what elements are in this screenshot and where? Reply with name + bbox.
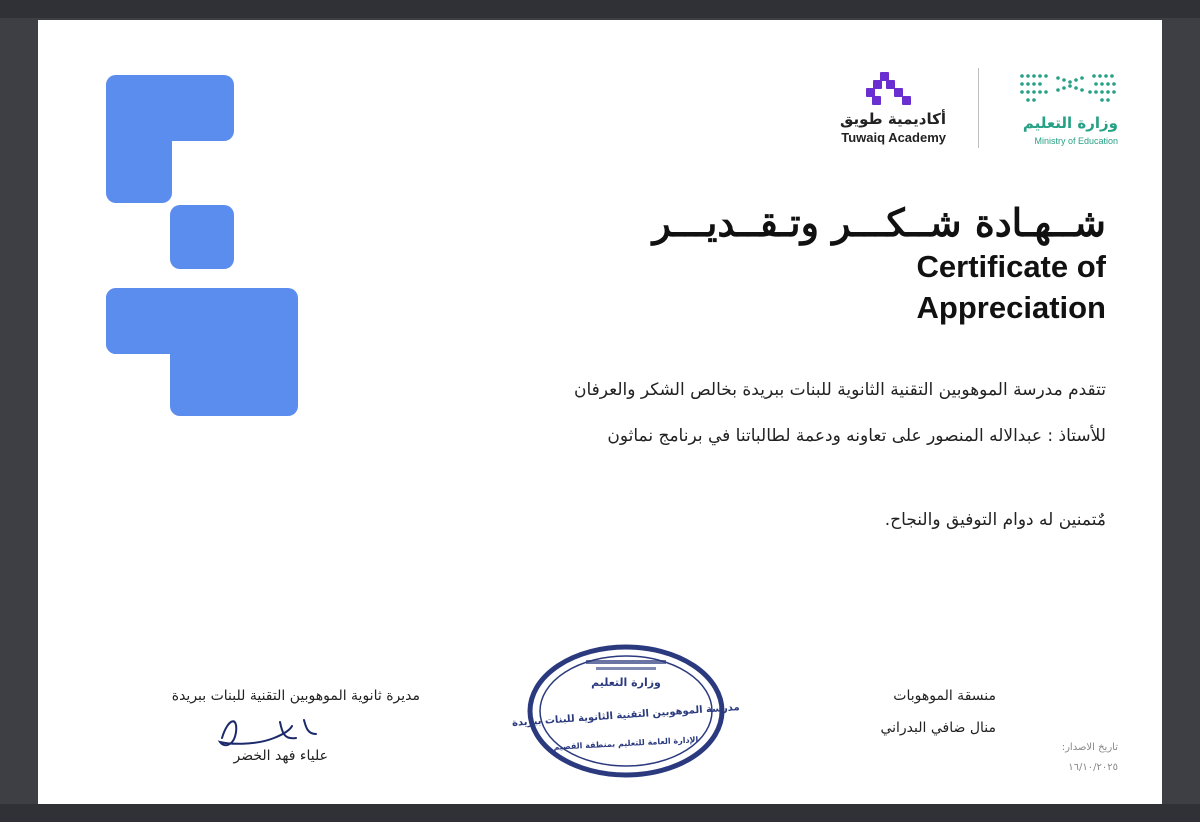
principal-title: مديرة ثانوية الموهوبين التقنية للبنات ببريدة	[171, 688, 420, 704]
moe-arabic-name: وزارة التعليم	[1022, 114, 1118, 132]
issue-date-value: ١٦/١٠/٢٠٢٥	[1068, 762, 1118, 773]
body-line-2: للأستاذ : عبدالاله المنصور على تعاونه ودعمة لطالباتنا في برنامج نماثون	[607, 426, 1106, 446]
certificate-title-english: Certificate of Appreciation	[916, 249, 1106, 325]
tuwaiq-large-logo-mark	[106, 75, 300, 417]
logo-divider	[978, 68, 979, 148]
tuwaiq-english-name: Tuwaiq Academy	[841, 130, 946, 145]
stamp-top-text: وزارة التعليم	[591, 676, 661, 689]
coordinator-title: منسقة الموهوبات	[893, 688, 996, 704]
moe-english-name: Ministry of Education	[1034, 136, 1118, 146]
certificate-title-arabic: شــهـادة شــكـــر وتـقــديـــر	[652, 200, 1106, 245]
coordinator-name: منال ضافي البدراني	[880, 720, 996, 736]
logo-blocks	[106, 75, 298, 416]
stamp-middle-text: مدرسة الموهوبين التقنية الثانوية للبنات ببريدة	[511, 702, 740, 729]
tuwaiq-arabic-name: أكاديمية طويق	[839, 110, 946, 128]
official-stamp	[511, 642, 740, 780]
tuwaiq-logo-icon	[866, 72, 916, 108]
window-top-edge	[0, 0, 1200, 18]
window-bottom-edge	[0, 804, 1200, 822]
body-line-1: تتقدم مدرسة الموهوبين التقنية الثانوية للبنات ببريدة بخالص الشكر والعرفان	[573, 380, 1106, 400]
stamp-bottom-text: الإدارة العامة للتعليم بمنطقة القصيم	[553, 735, 699, 752]
body-line-3: مٌتمنين له دوام التوفيق والنجاح.	[884, 510, 1106, 530]
principal-name: علياء فهد الخضر	[233, 748, 328, 764]
certificate-page	[38, 20, 1162, 804]
moe-logo-icon	[1018, 72, 1118, 108]
issue-date-label: تاريخ الاصدار:	[1061, 742, 1118, 753]
